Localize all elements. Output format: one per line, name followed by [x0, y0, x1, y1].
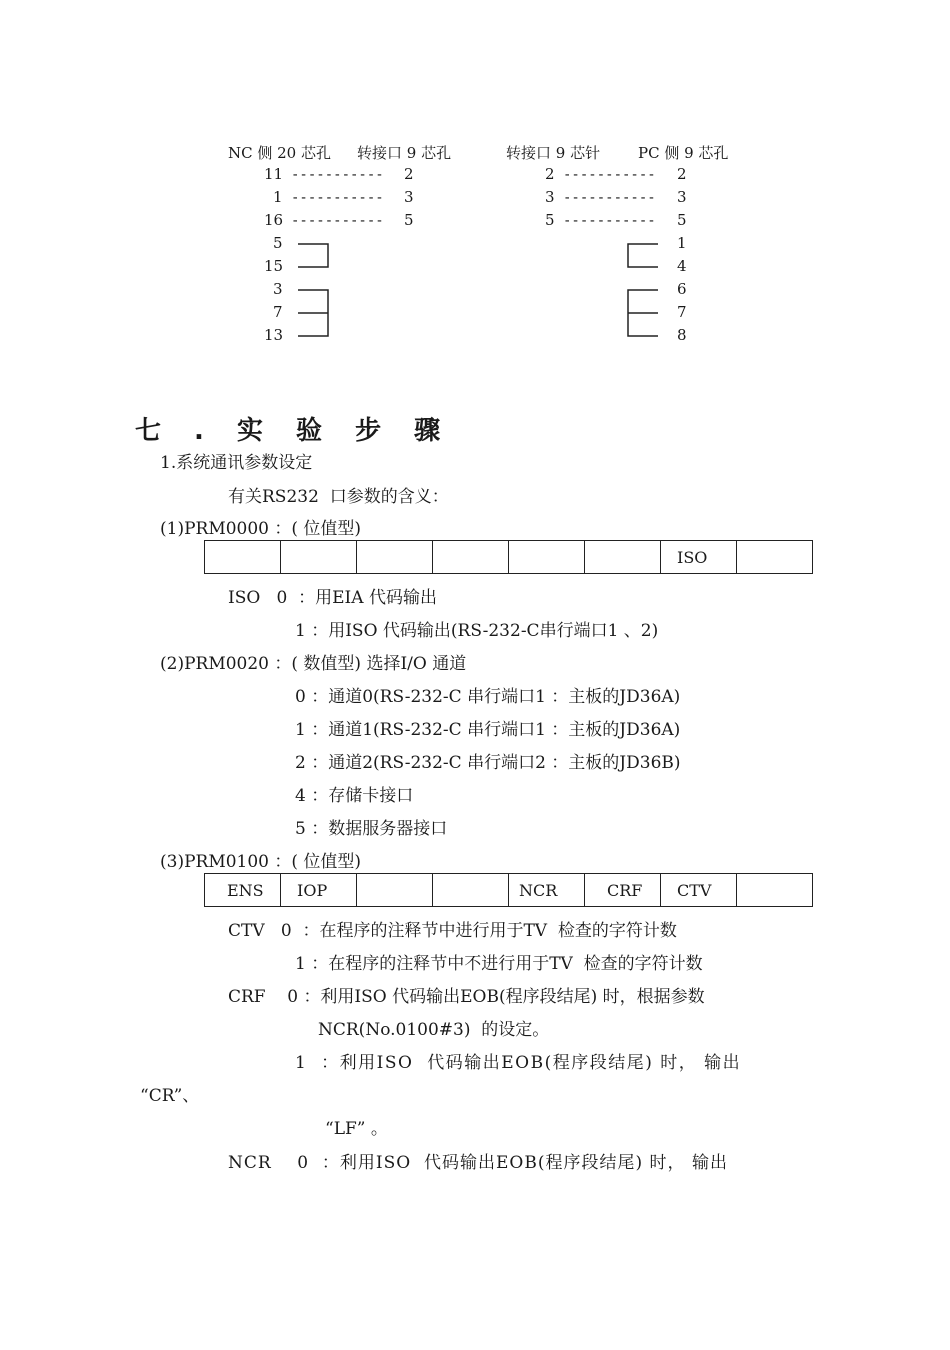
- prm0020-label: (2)PRM0020 ：( 数值型) 选择I/O 通道: [160, 654, 467, 674]
- left-jumper-pin: 5: [273, 234, 283, 252]
- prm0000-iso-1: 1 ：用ISO 代码输出(RS-232-C串行端口1 、2): [295, 621, 659, 641]
- prm0100-ncr-0: NCR 0 ：利用ISO 代码输出EOB(程序段结尾) 时， 输出: [228, 1153, 728, 1173]
- bit-cell: [585, 541, 661, 574]
- prm0020-option: 4 ：存储卡接口: [295, 786, 414, 806]
- bit-cell: [357, 541, 433, 574]
- prm0100-crf-0-cont: NCR(No.0100#3) 的设定。: [318, 1020, 550, 1040]
- prm0020-option: 5 ：数据服务器接口: [295, 819, 448, 839]
- left-pin-adapter: 2: [404, 165, 414, 183]
- left-jumper-pin: 13: [264, 326, 284, 344]
- right-pin-adapter: 3: [545, 188, 555, 206]
- wiring-header-pc: PC 侧 9 芯孔: [638, 144, 729, 162]
- right-jumper-pin: 7: [677, 303, 687, 321]
- left-jumper-pin: 3: [273, 280, 283, 298]
- prm0100-crf-1-cont: “LF” 。: [325, 1119, 388, 1139]
- right-pin-pc: 3: [677, 188, 687, 206]
- left-jumper-pin: 15: [264, 257, 284, 275]
- bit-cell-ctv: CTV: [661, 874, 737, 907]
- bit-cell: [433, 541, 509, 574]
- wiring-header-nc: NC 侧 20 芯孔: [228, 144, 331, 162]
- prm0100-ctv-0: CTV 0 ：在程序的注释节中进行用于TV 检查的字符计数: [228, 921, 677, 941]
- bit-cell: [357, 874, 433, 907]
- bit-cell: [433, 874, 509, 907]
- left-jumper-pin: 7: [273, 303, 283, 321]
- section-title: 七 . 实 验 步 骤: [135, 416, 453, 446]
- bit-cell: [205, 541, 281, 574]
- section-subtitle: 1.系统通讯参数设定: [160, 453, 313, 473]
- bit-cell: [281, 541, 357, 574]
- wiring-header-adapter-pin: 转接口 9 芯针: [506, 144, 601, 162]
- right-jumper-pin: 1: [677, 234, 687, 252]
- prm0020-option: 1 ：通道1(RS-232-C 串行端口1 ：主板的JD36A): [295, 720, 681, 740]
- left-pin-nc: 1: [273, 188, 283, 206]
- prm0020-option: 2 ：通道2(RS-232-C 串行端口2 ：主板的JD36B): [295, 753, 681, 773]
- right-wire-line: -----------: [563, 190, 656, 206]
- left-pin-adapter: 3: [404, 188, 414, 206]
- bit-cell: [737, 541, 813, 574]
- right-pin-pc: 2: [677, 165, 687, 183]
- bit-cell-iso: ISO: [661, 541, 737, 574]
- left-wire-line: -----------: [291, 190, 384, 206]
- wiring-header-adapter-hole: 转接口 9 芯孔: [357, 144, 452, 162]
- right-pin-adapter: 5: [545, 211, 555, 229]
- prm0100-crf-1: 1 ：利用ISO 代码输出EOB(程序段结尾) 时， 输出: [295, 1053, 742, 1073]
- right-jumper-pin: 6: [677, 280, 687, 298]
- right-jumper-pin: 8: [677, 326, 687, 344]
- right-wire-line: -----------: [563, 213, 656, 229]
- left-pin-adapter: 5: [404, 211, 414, 229]
- prm0000-label: (1)PRM0000 ：( 位值型): [160, 519, 362, 539]
- prm0100-ctv-1: 1 ：在程序的注释节中不进行用于TV 检查的字符计数: [295, 954, 703, 974]
- right-pin-pc: 5: [677, 211, 687, 229]
- left-jumper-5-15: [298, 244, 328, 267]
- left-wire-line: -----------: [291, 167, 384, 183]
- bit-cell-iop: IOP: [281, 874, 357, 907]
- left-wire-line: -----------: [291, 213, 384, 229]
- bit-cell: [737, 874, 813, 907]
- prm0100-crf-1-wrap: “CR”、: [140, 1086, 200, 1106]
- bit-cell-crf: CRF: [585, 874, 661, 907]
- right-wire-line: -----------: [563, 167, 656, 183]
- right-jumper-pin: 4: [677, 257, 687, 275]
- left-pin-nc: 11: [264, 165, 284, 183]
- right-jumper-6-7-8: [628, 290, 658, 336]
- prm0020-option: 0 ：通道0(RS-232-C 串行端口1 ：主板的JD36A): [295, 687, 681, 707]
- right-pin-adapter: 2: [545, 165, 555, 183]
- jumper-brackets: [0, 0, 950, 360]
- bit-cell-ens: ENS: [205, 874, 281, 907]
- prm0100-bit-table: [204, 873, 813, 907]
- prm0100-label: (3)PRM0100 ：( 位值型): [160, 852, 362, 872]
- prm0000-iso-0: ISO 0 ：用EIA 代码输出: [228, 588, 437, 608]
- left-pin-nc: 16: [264, 211, 284, 229]
- left-jumper-3-7-13: [298, 290, 328, 336]
- prm0000-bit-table: [204, 540, 813, 574]
- bit-cell: [509, 541, 585, 574]
- bit-cell-ncr: NCR: [509, 874, 585, 907]
- prm0100-crf-0: CRF 0 ：利用ISO 代码输出EOB(程序段结尾) 时，根据参数: [228, 987, 705, 1007]
- section-intro: 有关RS232 口参数的含义：: [228, 487, 449, 507]
- right-jumper-1-4: [628, 244, 658, 267]
